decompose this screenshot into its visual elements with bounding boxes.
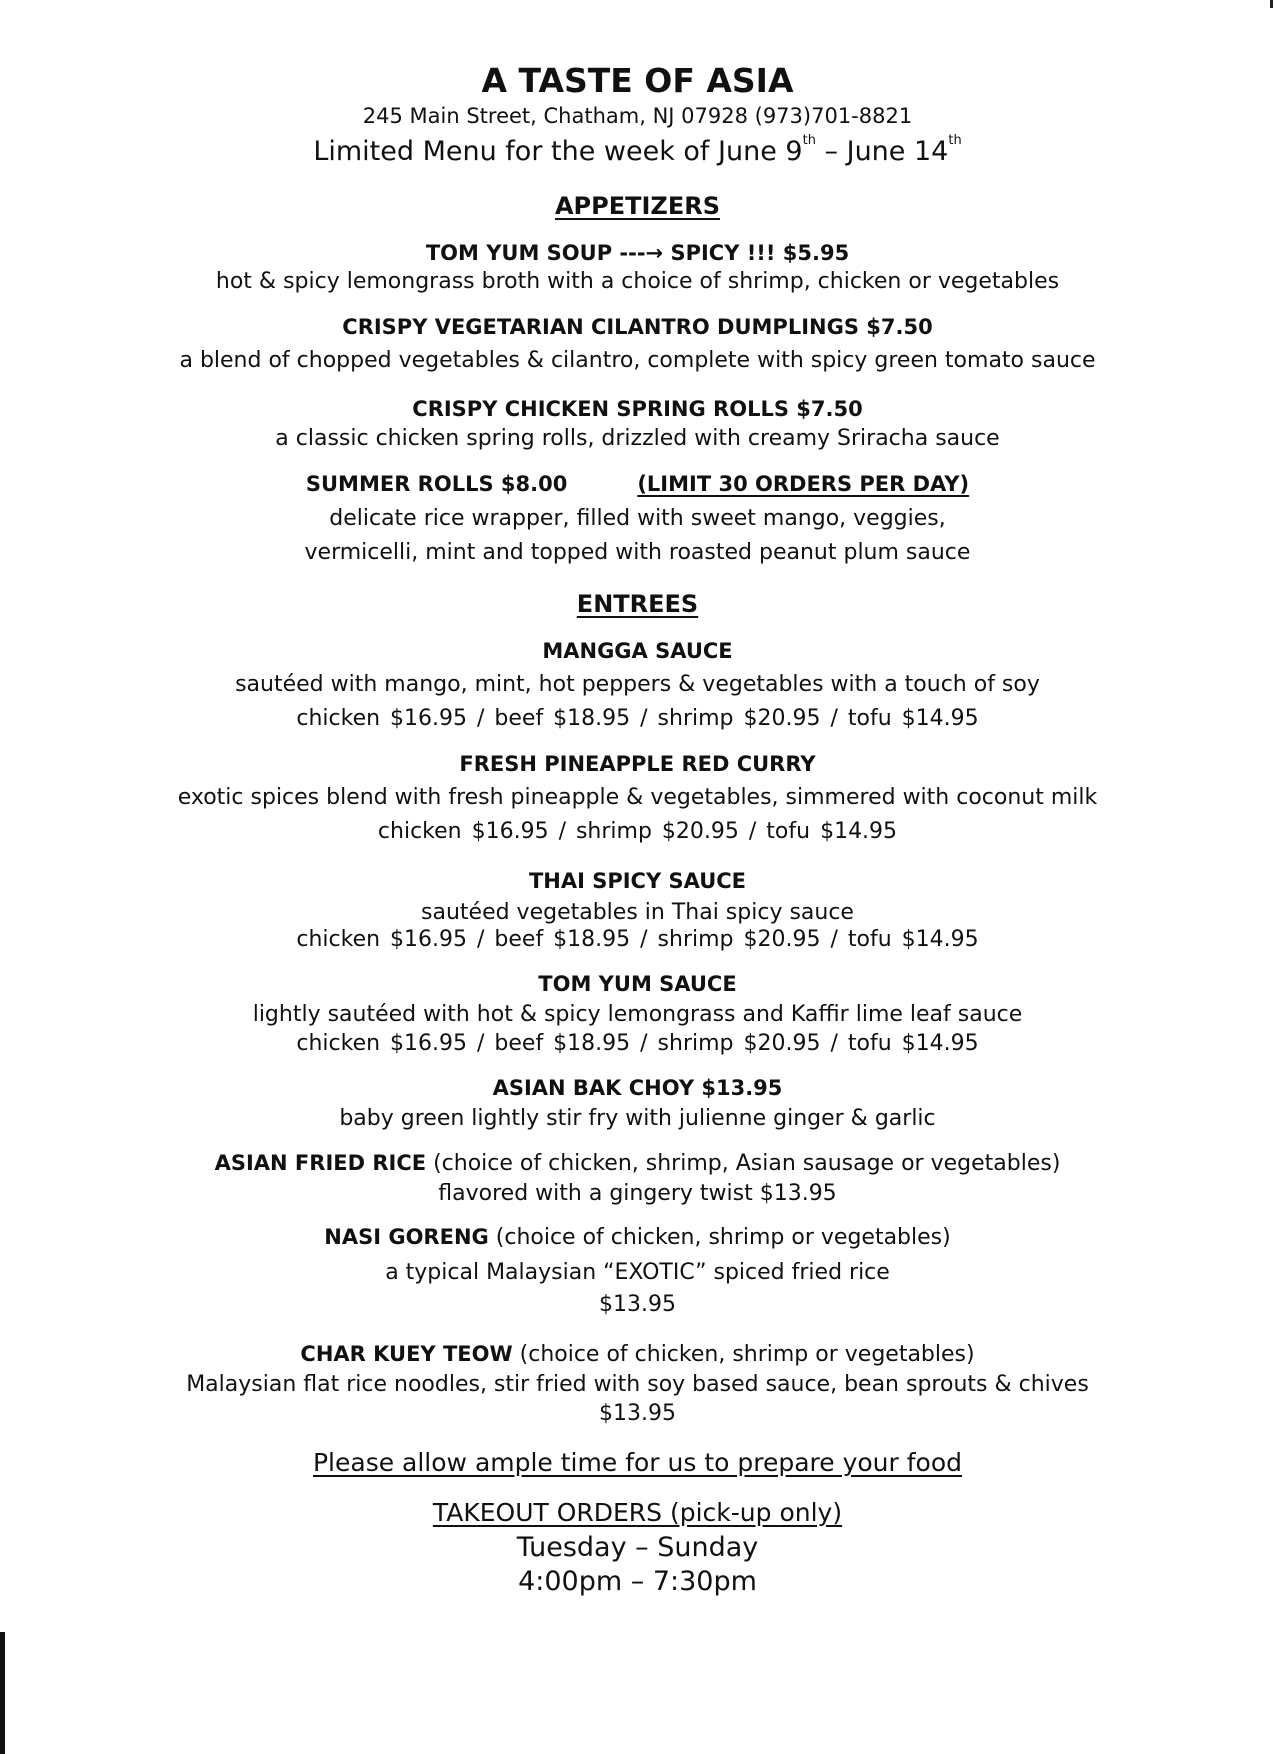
entree-desc: $13.95 [599, 1401, 676, 1426]
entree-name: TOM YUM SAUCE [538, 972, 737, 996]
entree-desc: a typical Malaysian “EXOTIC” spiced fried rice [385, 1260, 890, 1285]
appetizer-name: SUMMER ROLLS $8.00 (LIMIT 30 ORDERS PER DAY) [305, 472, 970, 496]
appetizer-desc: a blend of chopped vegetables & cilantro, complete with spicy green tomato sauce [179, 348, 1096, 373]
entree-name: MANGGA SAUCE [542, 639, 733, 663]
entree-name: FRESH PINEAPPLE RED CURRY [459, 752, 816, 776]
entree-desc: sautéed with mango, mint, hot peppers & vegetables with a touch of soy [235, 672, 1040, 697]
menu-week: Limited Menu for the week of June 9th – June 14th [313, 133, 962, 167]
appetizer-name: CRISPY CHICKEN SPRING ROLLS $7.50 [412, 397, 863, 421]
restaurant-title: A TASTE OF ASIA [481, 61, 794, 100]
appetizers-heading: APPETIZERS [554, 192, 720, 220]
appetizer-name: TOM YUM SOUP ---→ SPICY !!! $5.95 [425, 241, 850, 265]
entree-prices: chicken $16.95 / beef $18.95 / shrimp $20.95 / tofu $14.95 [296, 1031, 979, 1056]
entree-desc: lightly sautéed with hot & spicy lemongrass and Kaffir lime leaf sauce [252, 1002, 1023, 1027]
entrees-heading: ENTREES [576, 590, 699, 618]
entree-prices: chicken $16.95 / shrimp $20.95 / tofu $14.95 [377, 819, 898, 844]
appetizer-desc: a classic chicken spring rolls, drizzled with creamy Sriracha sauce [275, 426, 1000, 451]
scan-edge [0, 1632, 5, 1754]
entree-desc: exotic spices blend with fresh pineapple & vegetables, simmered with coconut milk [177, 785, 1098, 810]
order-limit: (LIMIT 30 ORDERS PER DAY) [637, 472, 970, 496]
open-days: Tuesday – Sunday [516, 1532, 759, 1563]
entree-desc: baby green lightly stir fry with julienne ginger & garlic [339, 1106, 936, 1131]
entree-desc: sautéed vegetables in Thai spicy sauce [421, 900, 854, 925]
open-hours: 4:00pm – 7:30pm [518, 1566, 757, 1597]
prep-time-note: Please allow ample time for us to prepare your food [312, 1448, 963, 1477]
entree-desc: Malaysian flat rice noodles, stir fried with soy based sauce, bean sprouts & chives [186, 1372, 1089, 1397]
entree-name: CHAR KUEY TEOW (choice of chicken, shrimp or vegetables) [300, 1342, 975, 1367]
entree-prices: chicken $16.95 / beef $18.95 / shrimp $20.95 / tofu $14.95 [296, 927, 979, 952]
takeout-heading: TAKEOUT ORDERS (pick-up only) [432, 1498, 843, 1527]
appetizer-desc: delicate rice wrapper, filled with sweet mango, veggies, [329, 506, 946, 531]
entree-desc: flavored with a gingery twist $13.95 [438, 1181, 837, 1206]
entree-prices: chicken $16.95 / beef $18.95 / shrimp $20.95 / tofu $14.95 [296, 706, 979, 731]
appetizer-name: CRISPY VEGETARIAN CILANTRO DUMPLINGS $7.50 [342, 315, 933, 339]
entree-name: THAI SPICY SAUCE [528, 869, 747, 893]
restaurant-address: 245 Main Street, Chatham, NJ 07928 (973)701-8821 [362, 104, 913, 128]
entree-desc: $13.95 [599, 1292, 676, 1317]
entree-name: ASIAN BAK CHOY $13.95 [492, 1076, 783, 1100]
entree-name: NASI GORENG (choice of chicken, shrimp or vegetables) [324, 1225, 951, 1250]
appetizer-desc: hot & spicy lemongrass broth with a choice of shrimp, chicken or vegetables [215, 269, 1060, 294]
appetizer-desc: vermicelli, mint and topped with roasted peanut plum sauce [304, 540, 971, 565]
scan-mark [1270, 0, 1273, 8]
entree-name: ASIAN FRIED RICE (choice of chicken, shrimp, Asian sausage or vegetables) [214, 1151, 1061, 1176]
